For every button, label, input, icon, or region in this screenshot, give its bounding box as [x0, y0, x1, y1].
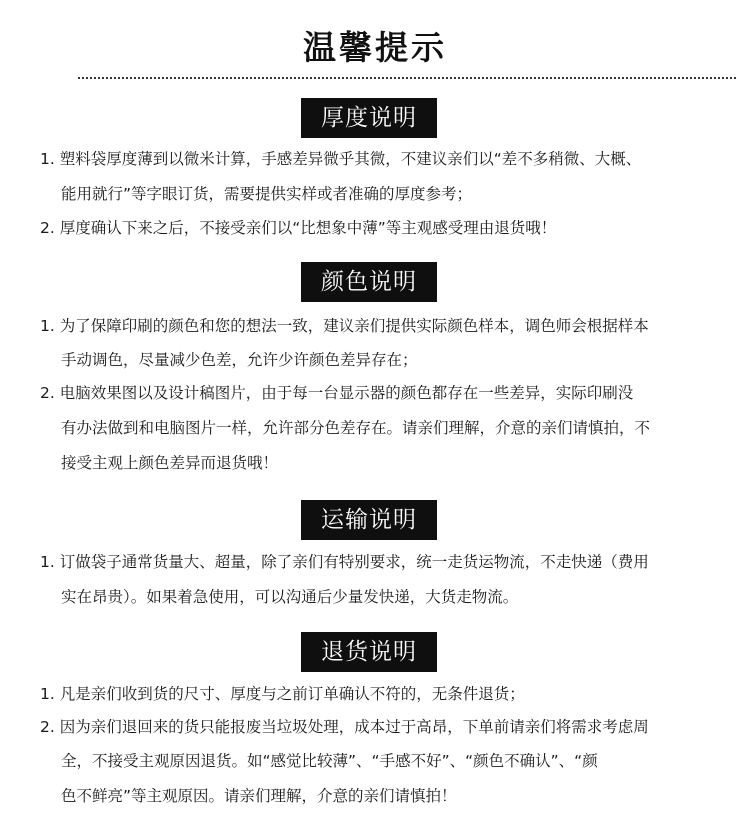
section-heading-returns: 退货说明	[301, 632, 437, 672]
color-line-5: 接受主观上颜色差异而退货哦！	[61, 454, 279, 472]
dotted-divider	[78, 77, 736, 79]
section-heading-color: 颜色说明	[301, 262, 437, 302]
color-line-2: 手动调色，尽量减少色差，允许少许颜色差异存在；	[61, 351, 418, 369]
thickness-line-3: 2. 厚度确认下来之后，不接受亲们以“比想象中薄”等主观感受理由退货哦！	[40, 219, 557, 237]
section-heading-thickness: 厚度说明	[301, 98, 437, 138]
section-heading-shipping: 运输说明	[301, 500, 437, 540]
thickness-line-2: 能用就行”等字眼订货，需要提供实样或者准确的厚度参考；	[61, 185, 473, 203]
returns-line-1: 1. 凡是亲们收到货的尺寸、厚度与之前订单确认不符的，无条件退货；	[40, 685, 525, 703]
color-line-4: 有办法做到和电脑图片一样，允许部分色差存在。请亲们理解，介意的亲们请慎拍，不	[61, 419, 651, 437]
returns-line-2: 2. 因为亲们退回来的货只能报废当垃圾处理，成本过于高昂，下单前请亲们将需求考虑周	[40, 718, 649, 736]
shipping-line-2: 实在昂贵）。如果着急使用，可以沟通后少量发快递，大货走物流。	[61, 588, 519, 606]
returns-line-4: 色不鲜亮”等主观原因。请亲们理解，介意的亲们请慎拍！	[61, 787, 457, 805]
page-title: 温馨提示	[303, 28, 447, 67]
shipping-line-1: 1. 订做袋子通常货量大、超量，除了亲们有特别要求，统一走货运物流，不走快递（费用	[40, 553, 649, 571]
thickness-line-1: 1. 塑料袋厚度薄到以微米计算，手感差异微乎其微，不建议亲们以“差不多稍微、大概、	[40, 150, 642, 168]
color-line-3: 2. 电脑效果图以及设计稿图片，由于每一台显示器的颜色都存在一些差异，实际印刷没	[40, 384, 634, 402]
color-line-1: 1. 为了保障印刷的颜色和您的想法一致，建议亲们提供实际颜色样本，调色师会根据样本	[40, 317, 649, 335]
returns-line-3: 全，不接受主观原因退货。如“感觉比较薄”、“手感不好”、“颜色不确认”、“颜	[61, 752, 598, 770]
